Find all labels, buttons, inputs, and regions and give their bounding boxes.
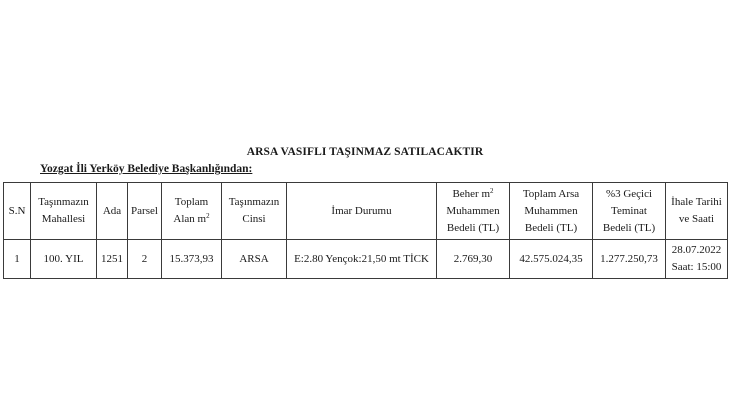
header-imar-durumu: İmar Durumu	[287, 183, 437, 240]
header-sn: S.N	[4, 183, 31, 240]
cell-toplam-bedel: 42.575.024,35	[510, 240, 593, 279]
ihale-date: 28.07.2022	[671, 244, 722, 256]
header-parsel: Parsel	[128, 183, 162, 240]
header-toplam-alan: Toplam Alan $m^2$	[162, 183, 222, 240]
header-ihale-tarihi: İhale Tarihi ve Saati	[666, 183, 728, 240]
ihale-time: Saat: 15:00	[671, 261, 722, 273]
cell-imar-durumu: E:2.80 Yençok:21,50 mt TİCK	[287, 240, 437, 279]
cell-mahalle: 100. YIL	[31, 240, 97, 279]
cell-cinsi: ARSA	[222, 240, 287, 279]
table-header-row	[4, 183, 728, 240]
cell-toplam-alan: 15.373,93	[162, 240, 222, 279]
cell-sn: 1	[4, 240, 31, 279]
header-beher-bedel: Beher $m^2$ Muhammen Bedeli (TL)	[437, 183, 510, 240]
cell-ada: 1251	[97, 240, 128, 279]
cell-parsel: 2	[128, 240, 162, 279]
document-subtitle: Yozgat İli Yerköy Belediye Başkanlığından:	[40, 163, 253, 175]
header-cinsi: Taşınmazın Cinsi	[222, 183, 287, 240]
header-mahalle: Taşınmazın Mahallesi	[31, 183, 97, 240]
property-listing-table	[3, 182, 728, 279]
header-toplam-bedel: Toplam Arsa Muhammen Bedeli (TL)	[510, 183, 593, 240]
cell-ihale-tarihi	[666, 240, 728, 279]
table-row	[4, 240, 728, 279]
header-ada: Ada	[97, 183, 128, 240]
cell-teminat: 1.277.250,73	[593, 240, 666, 279]
header-teminat: %3 Geçici Teminat Bedeli (TL)	[593, 183, 666, 240]
cell-beher-bedel: 2.769,30	[437, 240, 510, 279]
document-title: ARSA VASIFLI TAŞINMAZ SATILACAKTIR	[246, 146, 484, 158]
